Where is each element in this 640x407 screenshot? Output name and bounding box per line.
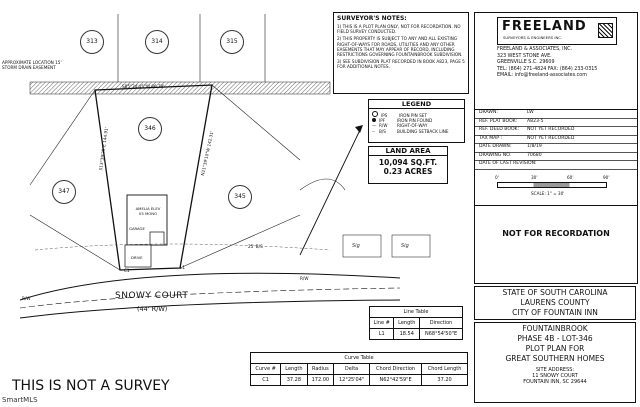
curve-table-cell: N62°42'59"E [370, 375, 422, 386]
location-box [474, 286, 636, 320]
firm-line: GREENVILLE S.C. 29609 [497, 60, 555, 66]
firm-name: FREELAND [502, 19, 587, 34]
tb-row-revision: DATE OF LAST REVISION: [475, 160, 637, 170]
project-type: PLOT PLAN FOR [525, 344, 585, 353]
firm-mark-icon [598, 23, 613, 38]
legend-item: — R/W RIGHT-OF-WAY [372, 123, 428, 129]
line-table-header: Length [394, 318, 420, 329]
scale-label: SCALE: 1" = 30' [531, 191, 565, 196]
tb-row-drawingno: DRAWING NO. 70680 [475, 152, 637, 162]
tb-row-drawn: DRAWN: LW [475, 109, 637, 119]
lot-346: 346 [138, 117, 162, 141]
firm-line: EMAIL: info@freeland-associates.com [497, 73, 587, 79]
land-area-acres: 0.23 ACRES [383, 167, 433, 176]
curve-table-header: Radius [307, 364, 334, 375]
site-address-line1: 11 SNOWY COURT [532, 373, 578, 379]
curve-table-cell: 37.20 [422, 375, 468, 386]
rw-label-right: R/W [300, 276, 309, 281]
line-table-title: Line Table [370, 307, 463, 318]
lot-345: 345 [228, 185, 252, 209]
firm-logo [497, 17, 617, 45]
disclaimer: THIS IS NOT A SURVEY [12, 378, 170, 394]
location-city: CITY OF FOUNTAIN INN [512, 308, 598, 317]
surveyors-notes-box [333, 12, 469, 94]
surveyor-note: 2) THIS PROPERTY IS SUBJECT TO ANY AND ALL EXISTING RIGHT-OF-WAYS FOR ROADS, UTILITIES AND ANY OTHER EASEMENTS THAT MAY APPEAR OF RECORD, INCLUDING RESTRICTIONS GOVERNING FOUNTAINBROOK SUBDIVISION. [337, 36, 463, 58]
curve-table-cell: 172.00 [307, 375, 334, 386]
curve-table-cell: 12°25'04" [334, 375, 370, 386]
curve-table-cell: 37.28 [281, 375, 307, 386]
curve-table-cell: C1 [251, 375, 281, 386]
project-box [474, 322, 636, 403]
curve-table-header: Delta [334, 364, 370, 375]
legend-box [368, 99, 465, 143]
line-table-header: Line # [370, 318, 394, 329]
house-label: AMELIA ELEV 05 MONO [135, 206, 161, 216]
not-for-recordation: NOT FOR RECORDATION [502, 229, 610, 238]
garage-label: GARAGE [129, 226, 145, 231]
curve-table [250, 352, 468, 386]
location-state: STATE OF SOUTH CAROLINA [502, 288, 608, 297]
land-area-title: LAND AREA [369, 147, 447, 156]
curve-table-header: Chord Direction [370, 364, 422, 375]
signature-1: Sig [352, 243, 360, 249]
site-address-line2: FOUNTAIN INN, SC 29644 [523, 379, 587, 385]
project-lot: PHASE 4B - LOT-346 [517, 334, 593, 343]
signature-2: Sig [401, 243, 409, 249]
tb-row-taxmap: TAX MAP : NOT YET RECORDED [475, 135, 637, 145]
legend-item: -- B/S BUILDING SETBACK LINE [372, 128, 449, 134]
surveyors-notes-title: SURVEYOR'S NOTES: [337, 15, 407, 22]
easement-note: APPROXIMATE LOCATION 15' STORM DRAIN EASEMENT [2, 60, 62, 71]
scale-tick: 60' [567, 175, 574, 180]
firm-line: FREELAND & ASSOCIATES, INC. [497, 47, 573, 52]
setback-label: 25' B/S [248, 244, 263, 249]
top-bearing: S85°24'45"W 86.79' [122, 84, 165, 89]
tb-row-plat: REF. PLAT BOOK: A823-5 [475, 118, 637, 128]
line-table-header: Direction [420, 318, 463, 329]
curve-table-header: Curve # [251, 364, 281, 375]
lot-314: 314 [145, 30, 169, 54]
scale-bar [475, 173, 637, 206]
left-bearing: S13°39'29"E 144.91' [98, 126, 110, 171]
site-address-label: SITE ADDRESS: [535, 367, 575, 373]
road-name: SNOWY COURT [115, 291, 189, 301]
curve-table-header: Length [281, 364, 307, 375]
drive-label: DRIVE [131, 255, 143, 260]
right-bearing: N21°39'10"W 142.31' [200, 130, 215, 177]
lot-347: 347 [52, 180, 76, 204]
curve-table-header: Chord Length [422, 364, 468, 375]
line-mark: L1 [180, 265, 185, 270]
curve-table-title: Curve Table [251, 353, 468, 364]
watermark: SmartMLS [2, 396, 38, 404]
curve-mark: C1 [124, 268, 130, 273]
scale-tick: 30' [531, 175, 538, 180]
title-block [474, 12, 638, 284]
land-area-sqft: 10,094 SQ.FT. [378, 158, 438, 167]
location-county: LAURENS COUNTY [520, 298, 590, 307]
firm-line: TEL: (864) 271-4824 FAX: (864) 233-0315 [497, 66, 598, 72]
line-table [369, 306, 463, 340]
lot-313: 313 [80, 30, 104, 54]
surveyor-note: 3) SEE SUBDIVISION PLAT RECORDED IN BOOK A823, PAGE 5 FOR ADDITIONAL NOTES. [337, 59, 465, 70]
project-builder: GREAT SOUTHERN HOMES [505, 354, 605, 363]
legend-item: IPF IRON PIN FOUND [372, 118, 461, 123]
tb-row-deed: REF. DEED BOOK: NOT YET RECORDED [475, 126, 637, 136]
firm-sub: SURVEYORS & ENGINEERS INC. [503, 35, 563, 40]
scale-tick: 90' [603, 175, 610, 180]
legend-title: LEGEND [369, 100, 464, 109]
line-table-cell: 18.54 [394, 329, 420, 340]
line-table-cell: L1 [370, 329, 394, 340]
rw-label-left: R/W [22, 296, 31, 301]
road-width: (44' R/W) [137, 305, 168, 313]
line-table-cell: N68°54'50"E [420, 329, 463, 340]
legend-item: IPS IRON PIN SET [372, 111, 461, 118]
land-area-box [368, 146, 448, 184]
firm-line: 323 WEST STONE AVE. [497, 53, 552, 59]
lot-315: 315 [220, 30, 244, 54]
firm-header [475, 13, 637, 110]
surveyor-note: 1) THIS IS A PLOT PLAN ONLY, NOT FOR RECORDATION. NO FIELD SURVEY CONDUCTED. [337, 24, 461, 35]
project-name: FOUNTAINBROOK [522, 324, 588, 333]
tb-row-date: DATE DRAWN: 1/8/19 [475, 143, 637, 153]
scale-tick: 0' [495, 175, 499, 180]
